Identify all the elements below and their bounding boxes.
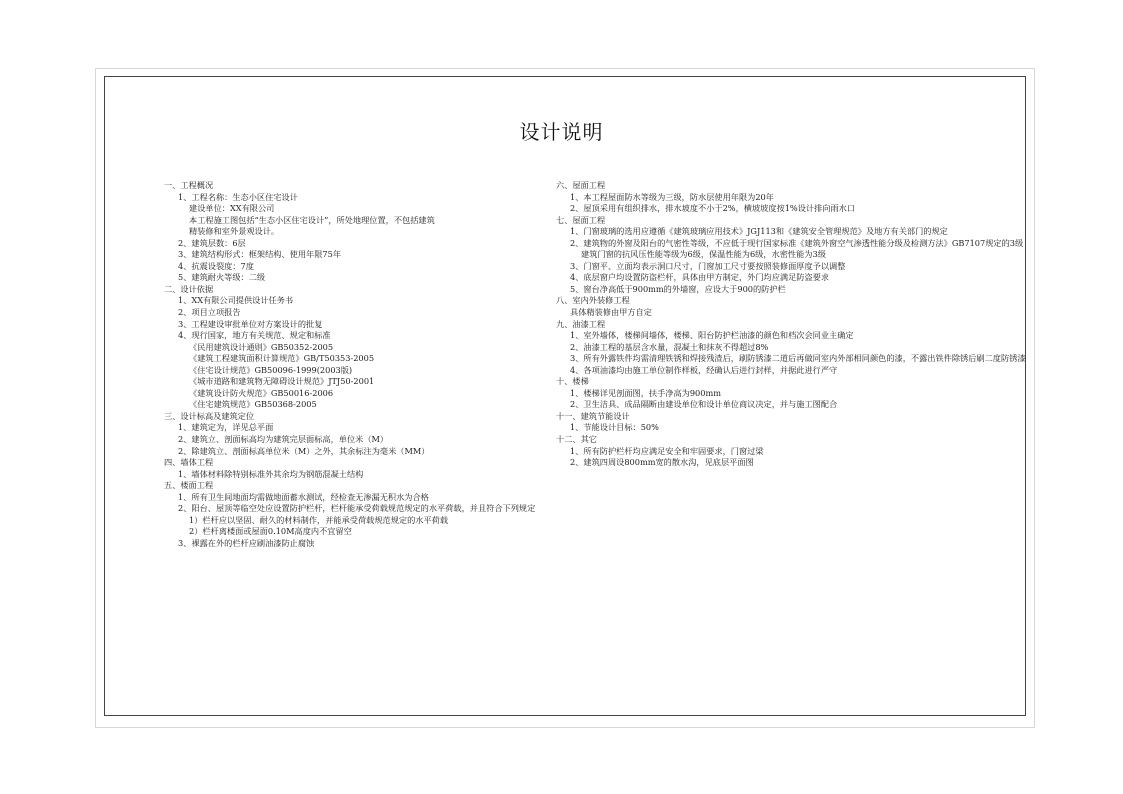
text-line: 1、楼梯详见剖面图，扶手净高为900mm bbox=[570, 387, 721, 398]
section-heading: 八、室内外装修工程 bbox=[556, 295, 630, 306]
text-line: 2、阳台、屋顶等临空处应设置防护栏杆，栏杆能承受荷载规范规定的水平荷载，并且符合下列规定 bbox=[178, 503, 536, 514]
text-line: 《民用建筑设计通则》GB50352-2005 bbox=[189, 341, 334, 352]
text-line: 2、油漆工程的基层含水量，混凝土和抹灰不得超过8% bbox=[570, 341, 769, 352]
section-heading: 三、设计标高及建筑定位 bbox=[164, 410, 255, 421]
section-heading: 二、设计依据 bbox=[164, 283, 214, 294]
text-line: 3、所有外露铁件均需清理铁锈和焊接残渣后，刷防锈漆二道后再做同室内外部相同颜色的漆，不露出铁件除锈后刷二度防锈漆 bbox=[570, 353, 1026, 364]
text-line: 2、建筑层数：6层 bbox=[178, 237, 246, 248]
page-title: 设计说明 bbox=[519, 120, 604, 144]
text-line: 1、室外墙体，楼梯间墙体，楼梯、阳台防护栏油漆的颜色和档次会同业主确定 bbox=[570, 330, 854, 341]
text-line: 2）栏杆离楼面或屋面0.10M高度内不宜留空 bbox=[189, 526, 352, 537]
text-line: 本工程施工图包括“生态小区住宅设计”，所处地理位置，不包括建筑 bbox=[189, 214, 435, 225]
section-heading: 五、楼面工程 bbox=[164, 480, 214, 491]
right-column bbox=[556, 180, 1026, 469]
section-heading: 六、屋面工程 bbox=[556, 180, 606, 190]
text-line: 3、门窗平、立面均表示洞口尺寸，门窗加工尺寸要按照装修面厚度予以调整 bbox=[570, 260, 846, 271]
section-heading: 九、油漆工程 bbox=[556, 318, 606, 329]
text-line: 1、节能设计目标：50% bbox=[570, 422, 659, 433]
text-line: 4、抗震设裂度：7度 bbox=[178, 260, 254, 271]
text-line: 1、墙体材料除特别标准外其余均为钢筋混凝土结构 bbox=[178, 468, 364, 479]
section-heading: 一、工程概况 bbox=[164, 180, 214, 190]
text-line: 3、工程建设审批单位对方案设计的批复 bbox=[178, 318, 323, 329]
text-line: 1、门窗玻璃的选用应遵循《建筑玻璃应用技术》JGJ113和《建筑安全管理规范》及地方有关部门的规定 bbox=[570, 226, 948, 237]
text-line: 1、所有防护栏杆均应满足安全和牢固要求，门窗过梁 bbox=[570, 445, 764, 456]
text-line: 1、工程名称：生态小区住宅设计 bbox=[178, 191, 298, 202]
text-line: 《住宅设计规范》GB50096-1999(2003版) bbox=[189, 364, 353, 375]
text-line: 建筑门窗的抗风压性能等级为6级，保温性能为6级，水密性能为3级 bbox=[581, 249, 826, 260]
text-line: 4、现行国家，地方有关规范、规定和标准 bbox=[178, 330, 331, 341]
section-heading: 十、楼梯 bbox=[556, 376, 589, 387]
text-line: 5、窗台净高低于900mm的外墙窗，应设大于900的防护栏 bbox=[570, 283, 786, 294]
text-line: 2、除建筑立、剖面标高单位米（M）之外，其余标注为毫米（MM） bbox=[178, 445, 430, 456]
text-line: 4、各项油漆均由施工单位制作样板，经确认后进行封样，并据此进行严守 bbox=[570, 364, 838, 375]
text-line: 2、屋顶采用有组织排水，排水坡度不小于2%，横坡坡度按1%设计排向雨水口 bbox=[570, 203, 856, 214]
text-line: 3、裸露在外的栏杆应刷油漆防止腐蚀 bbox=[178, 537, 315, 548]
text-line: 具体精装修由甲方自定 bbox=[570, 307, 652, 318]
text-line: 《城市道路和建筑物无障碍设计规范》JTJ50-2001 bbox=[189, 376, 375, 387]
section-heading: 十一、建筑节能设计 bbox=[556, 410, 630, 421]
section-heading: 四、墙体工程 bbox=[164, 457, 214, 468]
text-line: 《建筑设计防火规范》GB50016-2006 bbox=[189, 387, 334, 398]
text-line: 1）栏杆应以坚固、耐久的材料制作，并能承受荷载规范规定的水平荷载 bbox=[189, 514, 449, 525]
text-line: 5、建筑耐火等级：二级 bbox=[178, 272, 266, 283]
text-line: 2、建筑物的外窗及阳台的气密性等级，不应低于现行国家标准《建筑外窗空气渗透性能分级及检测方法》GB7107规定的3级 bbox=[570, 237, 1024, 248]
text-line: 2、卫生洁具、成品隔断由建设单位和设计单位商议决定，并与施工图配合 bbox=[570, 399, 838, 410]
text-line: 3、建筑结构形式：框架结构、使用年限75年 bbox=[178, 249, 342, 260]
text-line: 4、底层窗户均设置防盗栏杆，具体由甲方制定，外门均应满足防盗要求 bbox=[570, 272, 830, 283]
text-line: 建设单位：XX有限公司 bbox=[189, 203, 275, 214]
left-column bbox=[164, 180, 535, 550]
text-line: 《住宅建筑规范》GB50368-2005 bbox=[189, 399, 317, 410]
section-heading: 七、屋面工程 bbox=[556, 214, 606, 225]
section-heading: 十二、其它 bbox=[556, 434, 597, 445]
text-line: 1、所有卫生间地面均需做地面蓄水测试，经检查无渗漏无积水为合格 bbox=[178, 491, 429, 502]
text-line: 1、XX有限公司提供设计任务书 bbox=[178, 295, 294, 306]
text-line: 1、本工程屋面防水等级为三级，防水层使用年限为20年 bbox=[570, 191, 774, 202]
text-line: 《建筑工程建筑面积计算规范》GB/T50353-2005 bbox=[189, 353, 375, 364]
text-line: 1、建筑定为，详见总平面 bbox=[178, 422, 274, 433]
text-line: 精装修和室外景观设计。 bbox=[189, 226, 280, 237]
text-line: 2、建筑四周设800mm宽的散水沟，见底层平面图 bbox=[570, 457, 754, 468]
text-line: 2、建筑立、剖面标高均为建筑完层面标高，单位米（M） bbox=[178, 434, 389, 445]
text-line: 2、项目立项报告 bbox=[178, 307, 241, 318]
